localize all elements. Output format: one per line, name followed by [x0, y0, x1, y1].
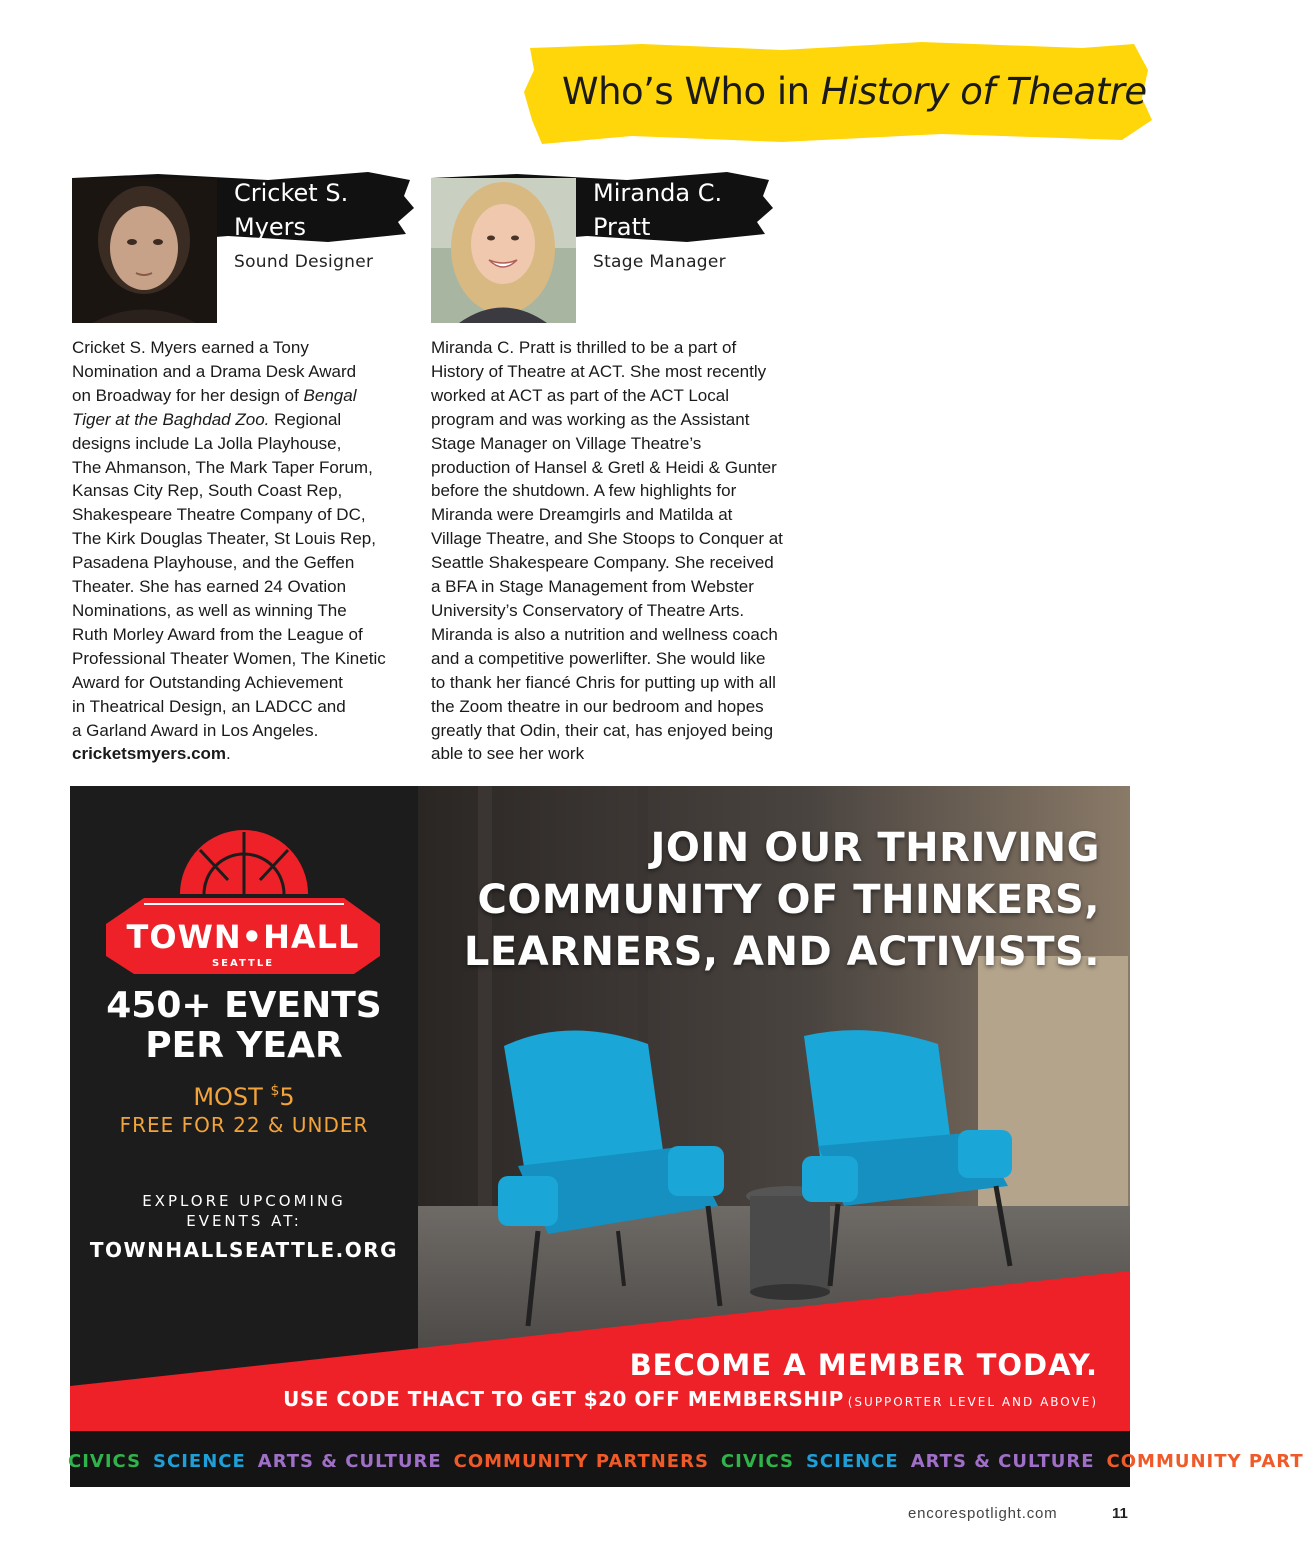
headshot-photo: [72, 178, 217, 323]
bio-line: production of Hansel & Gretl & Heidi & Gunter: [431, 457, 777, 477]
italic-title: Bengal: [303, 385, 357, 405]
price-note: [70, 1083, 418, 1111]
ticker-item: SCIENCE: [153, 1451, 246, 1472]
bio-line: Miranda is also a nutrition and wellness coach: [431, 624, 778, 644]
town-hall-logo: [104, 824, 384, 974]
bio-line: Seattle Shakespeare Company. She received: [431, 553, 774, 573]
bio-text: [431, 336, 781, 766]
price-currency: $: [270, 1083, 280, 1099]
bio-line: Village Theatre, and She Stoops to Conquer at: [431, 529, 783, 549]
bio-line: University’s Conservatory of Theatre Arts.: [431, 600, 745, 620]
promo-code-note: (SUPPORTER LEVEL AND ABOVE): [847, 1395, 1098, 1409]
bio-line: Nominations, as well as winning The: [72, 600, 347, 620]
bio-line: Shakespeare Theatre Company of DC,: [72, 505, 366, 525]
bio-line: Ruth Morley Award from the League of: [72, 624, 363, 644]
bio-line: Miranda were Dreamgirls and Matilda at: [431, 505, 733, 525]
bio-line: program and was working as the Assistant: [431, 409, 750, 429]
bio-line: able to see her work: [431, 744, 585, 764]
events-line-2: PER YEAR: [145, 1025, 343, 1066]
bio-line: Theater. She has earned 24 Ovation: [72, 577, 347, 597]
bio-line: before the shutdown. A few highlights for: [431, 481, 737, 501]
member-cta[interactable]: BECOME A MEMBER TODAY.: [629, 1348, 1098, 1382]
bio-line: greatly that Odin, their cat, has enjoyed being: [431, 720, 774, 740]
bio-line: the Zoom theatre in our bedroom and hopes: [431, 696, 764, 716]
bio-line: [72, 384, 422, 408]
person-role: Stage Manager: [593, 252, 726, 272]
most-label: MOST: [193, 1083, 271, 1111]
bio-line: to thank her fiancé Chris for putting up with all: [431, 672, 776, 692]
ticker-items: [68, 1451, 1316, 1472]
bio-line: History of Theatre at ACT. She most recently: [431, 361, 767, 381]
ticker-item: SCIENCE: [805, 1451, 899, 1472]
person-name: Cricket S. Myers: [234, 179, 349, 241]
bio-line: [72, 742, 422, 766]
bio-line: Cricket S. Myers earned a Tony: [72, 338, 309, 357]
person-role: Sound Designer: [234, 252, 374, 272]
logo-wordmark: TOWN•HALL: [126, 918, 360, 956]
title-prefix: Who’s Who in: [562, 70, 821, 113]
bio-line: in Theatrical Design, an LADCC and: [72, 696, 346, 716]
explore-line-2: EVENTS AT:: [186, 1212, 302, 1230]
ticker-item: COMMUNITY PART: [1106, 1451, 1304, 1472]
bio-line: Stage Manager on Village Theatre’s: [431, 433, 702, 453]
bio-line: The Kirk Douglas Theater, St Louis Rep,: [72, 529, 376, 549]
ticker-item: CIVICS: [720, 1451, 794, 1472]
bio-line-part: Regional: [269, 409, 342, 429]
logo-subtitle: SEATTLE: [211, 958, 275, 969]
bio-line: a BFA in Stage Management from Webster: [431, 577, 754, 597]
website-link[interactable]: cricketsmyers.com: [72, 744, 227, 764]
bio-line: worked at ACT as part of the ACT Local: [431, 385, 729, 405]
bio-line: Miranda C. Pratt is thrilled to be a part of: [431, 338, 737, 357]
website-link[interactable]: TOWNHALLSEATTLE.ORG: [89, 1238, 399, 1262]
price-value: 5: [279, 1083, 295, 1111]
promo-code-line: [283, 1387, 1098, 1411]
headline-line: JOIN OUR THRIVING: [650, 825, 1100, 871]
category-ticker: [68, 1431, 1304, 1487]
explore-label: [70, 1191, 418, 1231]
bio-line-part: on Broadway for her design of: [72, 385, 304, 405]
events-count: [70, 986, 418, 1066]
bio-line: Professional Theater Women, The Kinetic: [72, 648, 386, 668]
ticker-item: CIVICS: [68, 1451, 142, 1472]
page-number: 11: [1112, 1505, 1128, 1522]
bio-line: [72, 408, 422, 432]
headline-line: LEARNERS, AND ACTIVISTS.: [463, 929, 1100, 975]
bio-line: designs include La Jolla Playhouse,: [72, 433, 342, 453]
explore-line-1: EXPLORE UPCOMING: [142, 1192, 346, 1210]
bio-line: a Garland Award in Los Angeles.: [72, 720, 319, 740]
bio-line: Nomination and a Drama Desk Award: [72, 361, 357, 381]
bio-line: Award for Outstanding Achievement: [72, 672, 343, 692]
events-line-1: 450+ EVENTS: [106, 985, 382, 1026]
footer-site[interactable]: encorespotlight.com: [908, 1505, 1058, 1522]
promo-code-text: USE CODE THACT TO GET $20 OFF MEMBERSHIP: [283, 1387, 844, 1411]
italic-title: Tiger at the Baghdad Zoo.: [72, 409, 270, 429]
title-show: History of Theatre: [820, 70, 1147, 113]
bio-line: Kansas City Rep, South Coast Rep,: [72, 481, 343, 501]
free-note: FREE FOR 22 & UNDER: [119, 1113, 369, 1137]
ticker-item: ARTS & CULTURE: [257, 1451, 442, 1472]
headshot-photo: [431, 178, 576, 323]
ticker-item: ARTS & CULTURE: [910, 1451, 1095, 1472]
bio-text: [72, 336, 422, 766]
page-title: [562, 70, 1147, 113]
town-hall-advertisement[interactable]: [68, 786, 1304, 1487]
ad-headline: [464, 822, 1100, 978]
bio-line: and a competitive powerlifter. She would like: [431, 648, 766, 668]
bio-line: Pasadena Playhouse, and the Geffen: [72, 553, 355, 573]
bio-line: The Ahmanson, The Mark Taper Forum,: [72, 457, 373, 477]
person-name: Miranda C. Pratt: [593, 179, 723, 241]
headline-line: COMMUNITY OF THINKERS,: [477, 877, 1100, 923]
ticker-item: COMMUNITY PARTNERS: [453, 1451, 709, 1472]
website-suffix: .: [226, 744, 231, 764]
